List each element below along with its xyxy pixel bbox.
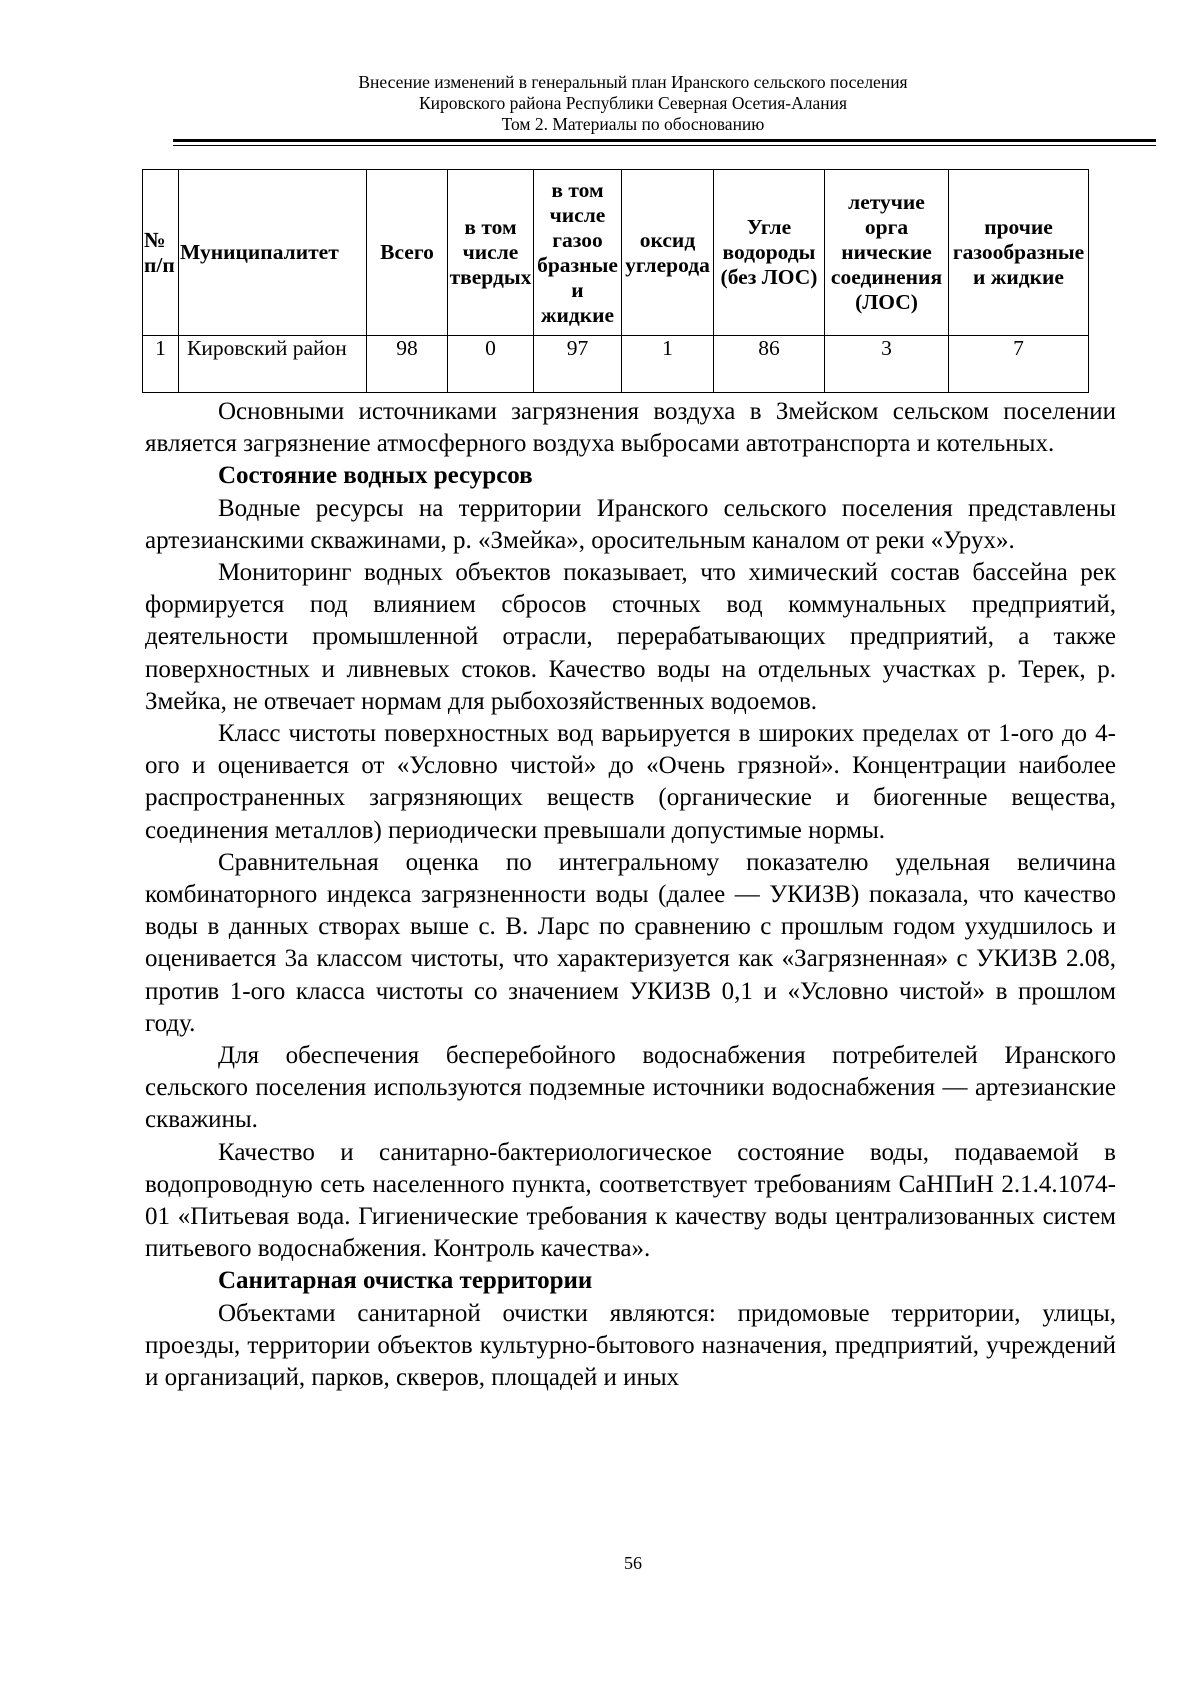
table-cell: 1 bbox=[622, 336, 714, 393]
paragraph-air-pollution: Основными источниками загрязнения воздуха в Змейском сельском поселении является загрязнение атмосферного воздуха выбросами автотранспорта и котельных. bbox=[145, 398, 1116, 458]
paragraph-water-resources: Водные ресурсы на территории Иранского сельского поселения представлены артезианскими скважинами, р. «Змейка», оросительным каналом от реки «Урух». bbox=[145, 494, 1116, 554]
table-header-cell: № п/п bbox=[143, 170, 179, 336]
table-header-cell: Всего bbox=[367, 170, 448, 336]
table-header-cell: в том числе газоо бразные и жидкие bbox=[534, 170, 622, 336]
table-cell: 97 bbox=[534, 336, 622, 393]
table-header-cell: в том числе твердых bbox=[448, 170, 534, 336]
paragraph-water-quality: Качество и санитарно-бактериологическое состояние воды, подаваемой в водопроводную сеть населенного пункта, соответствует требованиям СаНПиН 2.1.4.1074-01 «Питьевая вода. Гигиенические требования к качеству воды централизованных систем питьевого водоснабжения. Контроль качества». bbox=[145, 1138, 1116, 1263]
table-cell: Кировский район bbox=[179, 336, 367, 393]
table-header-cell: Муниципалитет bbox=[179, 170, 367, 336]
paragraph-ukizv: Сравнительная оценка по интегральному показателю удельная величина комбинаторного индекса загрязненности воды (далее — УКИЗВ) показала, что качество воды в данных створах выше с. В. Ларс по сравнению с прошлым годом ухудшилось и оценивается 3а классом чистоты, что характеризуется как «Загрязненная» с УКИЗВ 2.08, против 1-ого класса чистоты со значением УКИЗВ 0,1 и «Условно чистой» в прошлом году. bbox=[145, 848, 1116, 1037]
emissions-table bbox=[142, 169, 1089, 393]
header-line-1: Внесение изменений в генеральный план Иранского сельского поселения bbox=[358, 72, 908, 92]
document-header bbox=[0, 72, 1200, 135]
section-heading-sanitation: Санитарная очистка территории bbox=[218, 1267, 593, 1295]
table-row bbox=[143, 336, 1089, 393]
table-cell: 98 bbox=[367, 336, 448, 393]
table-header-cell: оксид углерода bbox=[622, 170, 714, 336]
table-header-cell: Угле водороды (без ЛОС) bbox=[714, 170, 825, 336]
table-header-cell: летучие орга нические соединения (ЛОС) bbox=[825, 170, 949, 336]
table-cell: 86 bbox=[714, 336, 825, 393]
page-number: 56 bbox=[624, 1553, 642, 1573]
header-rule-thin bbox=[173, 145, 1156, 146]
paragraph-water-supply: Для обеспечения бесперебойного водоснабжения потребителей Иранского сельского поселения используются подземные источники водоснабжения — артезианские скважины. bbox=[145, 1042, 1116, 1134]
paragraph-sanitation-objects: Объектами санитарной очистки являются: придомовые территории, улицы, проезды, территории объектов культурно-бытового назначения, предприятий, учреждений и организаций, парков, скверов, площадей и иных bbox=[145, 1299, 1116, 1392]
header-rule-thick bbox=[173, 139, 1156, 142]
table-header-row bbox=[143, 170, 1089, 336]
section-heading-water: Состояние водных ресурсов bbox=[218, 462, 533, 490]
paragraph-monitoring: Мониторинг водных объектов показывает, что химический состав бассейна рек формируется под влиянием сбросов сточных вод коммунальных предприятий, деятельности промышленной отрасли, перерабатывающих предприятий, а также поверхностных и ливневых стоков. Качество воды на отдельных участках р. Терек, р. Змейка, не отвечает нормам для рыбохозяйственных водоемов. bbox=[145, 559, 1116, 715]
header-line-3: Том 2. Материалы по обоснованию bbox=[501, 114, 765, 134]
table-header-cell: прочие газообразные и жидкие bbox=[949, 170, 1089, 336]
paragraph-purity-class: Класс чистоты поверхностных вод варьируется в широких пределах от 1-ого до 4-ого и оценивается от «Условно чистой» до «Очень грязной». Концентрации наиболее распространенных загрязняющих веществ (органические и биогенные вещества, соединения металлов) периодически превышали допустимые нормы. bbox=[145, 720, 1116, 844]
header-line-2: Кировского района Республики Северная Осетия-Алания bbox=[418, 93, 848, 113]
table-cell: 7 bbox=[949, 336, 1089, 393]
table-cell: 3 bbox=[825, 336, 949, 393]
table-cell: 1 bbox=[143, 336, 179, 393]
document-body bbox=[145, 396, 1116, 1394]
table-cell: 0 bbox=[448, 336, 534, 393]
